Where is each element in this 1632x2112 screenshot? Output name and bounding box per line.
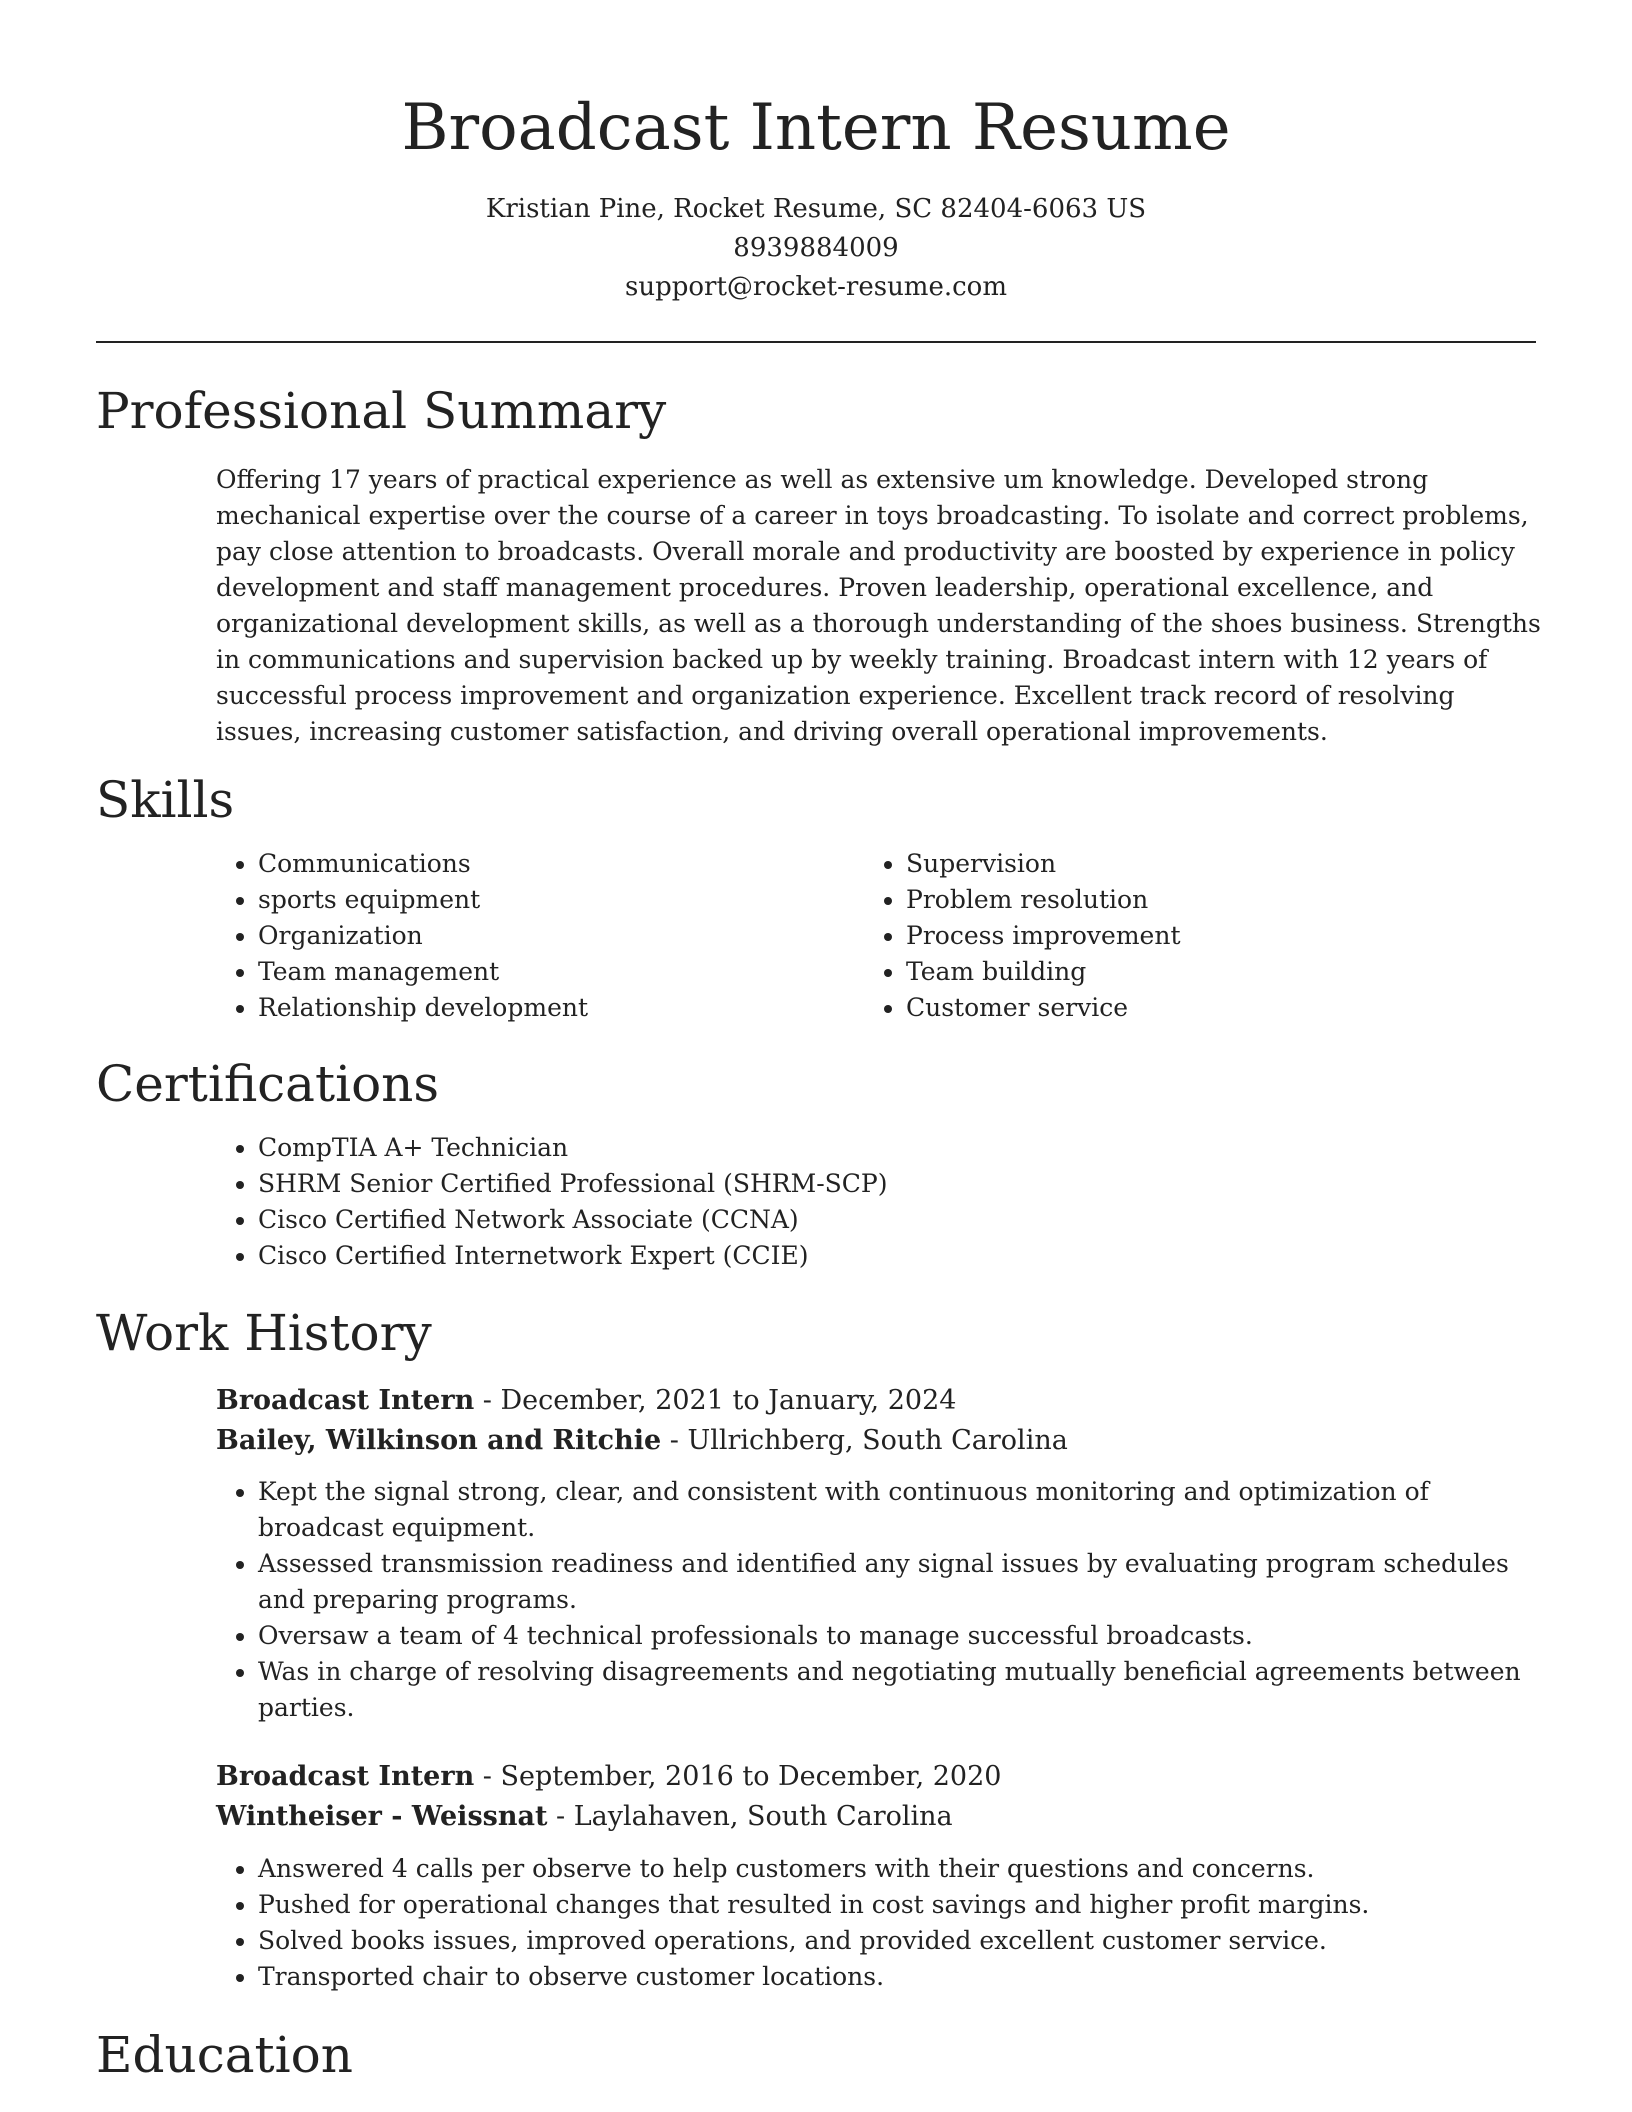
list-item: • Problem resolution: [906, 882, 1466, 918]
summary-text: Offering 17 years of practical experience as well as extensive um knowledge. Developed strong mechanical expertise over the course of a career in toys broadcasting. To isolate and correct problems, pay close attention to broadcasts. Overall morale and productivity are boosted by experience in policy development and staff management procedures. Proven leadership, operational excellence, and organizational development skills, as well as a thorough understanding of the shoes business. Strengths in communications and supervision backed up by weekly training. Broadcast intern with 12 years of successful process improvement and organization experience. Excellent track record of resolving issues, increasing customer satisfaction, and driving overall operational improvements.: [216, 465, 1541, 746]
list-item: • Supervision: [906, 846, 1466, 882]
section-title-certifications: Certifications: [96, 1055, 440, 1113]
job-dates: - December, 2021 to January, 2024: [474, 1385, 957, 1416]
certifications-list: [214, 1130, 1458, 1274]
list-item: • Process improvement: [906, 918, 1466, 954]
list-item: • Cisco Certified Internetwork Expert (CCIE): [258, 1238, 1458, 1274]
job-location: - Laylahaven, South Carolina: [547, 1801, 953, 1832]
contact-block: [96, 190, 1536, 307]
list-item: • Kept the signal strong, clear, and consistent with continuous monitoring and optimization of broadcast equipment.: [258, 1474, 1538, 1546]
list-item: • Team building: [906, 954, 1466, 990]
job-bullets-2: [214, 1851, 1538, 1995]
section-title-work-history: Work History: [96, 1304, 432, 1362]
list-item: • Pushed for operational changes that resulted in cost savings and higher profit margins.: [258, 1887, 1538, 1923]
list-item: • Relationship development: [258, 990, 818, 1026]
list-item: • Communications: [258, 846, 818, 882]
resume-title: Broadcast Intern Resume: [401, 91, 1231, 165]
list-item: • Cisco Certified Network Associate (CCNA): [258, 1202, 1458, 1238]
list-item: • Assessed transmission readiness and identified any signal issues by evaluating program schedules and preparing programs.: [258, 1546, 1538, 1618]
list-item: • sports equipment: [258, 882, 818, 918]
job-dates: - September, 2016 to December, 2020: [474, 1761, 1002, 1792]
section-title-summary: Professional Summary: [96, 382, 667, 440]
resume-header: [96, 84, 1536, 307]
list-item: • Transported chair to observe customer locations.: [258, 1959, 1538, 1995]
skills-list-left: [214, 846, 818, 1026]
list-item: • SHRM Senior Certified Professional (SHRM-SCP): [258, 1166, 1458, 1202]
list-item: • Team management: [258, 954, 818, 990]
job-company: Wintheiser - Weissnat: [216, 1801, 548, 1832]
job-company: Bailey, Wilkinson and Ritchie: [216, 1425, 662, 1456]
job-title-line: [216, 1381, 956, 1421]
job-title-line: [216, 1757, 1001, 1797]
list-item: • Solved books issues, improved operations, and provided excellent customer service.: [258, 1923, 1538, 1959]
contact-email: support@rocket-resume.com: [624, 272, 1007, 302]
list-item: • Answered 4 calls per observe to help customers with their questions and concerns.: [258, 1851, 1538, 1887]
section-title-education: Education: [96, 2026, 353, 2084]
job-location: - Ullrichberg, South Carolina: [661, 1425, 1068, 1456]
list-item: • CompTIA A+ Technician: [258, 1130, 1458, 1166]
job-bullets-1: [214, 1474, 1538, 1726]
contact-phone: 8939884009: [733, 233, 899, 263]
section-title-skills: Skills: [96, 771, 235, 829]
list-item: • Customer service: [906, 990, 1466, 1026]
job-role: Broadcast Intern: [216, 1385, 475, 1416]
list-item: • Organization: [258, 918, 818, 954]
job-company-line: [216, 1421, 1068, 1461]
job-role: Broadcast Intern: [216, 1761, 475, 1792]
job-company-line: [216, 1797, 953, 1837]
list-item: • Was in charge of resolving disagreements and negotiating mutually beneficial agreements between parties.: [258, 1654, 1538, 1726]
contact-address: Kristian Pine, Rocket Resume, SC 82404-6063 US: [485, 194, 1147, 224]
list-item: • Oversaw a team of 4 technical professionals to manage successful broadcasts.: [258, 1618, 1538, 1654]
skills-list-right: [862, 846, 1466, 1026]
header-divider: [96, 341, 1536, 343]
